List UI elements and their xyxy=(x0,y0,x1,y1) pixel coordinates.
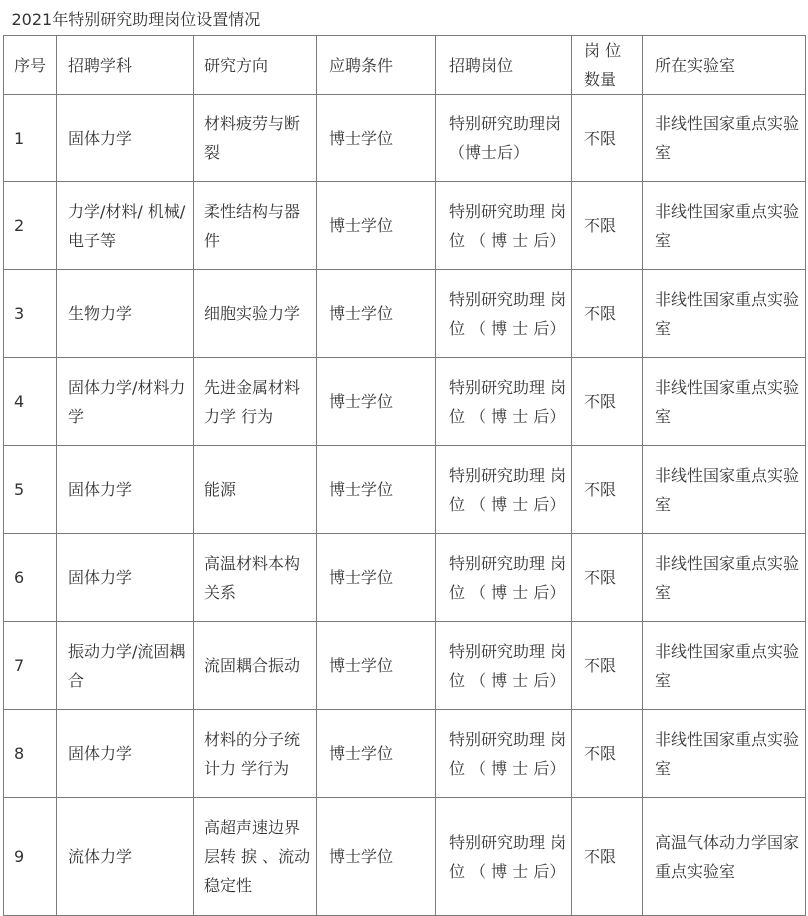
cell-lab: 非线性国家重点实验室 xyxy=(643,534,806,622)
cell-no: 4 xyxy=(4,358,57,446)
cell-count: 不限 xyxy=(572,798,643,916)
table-row xyxy=(4,358,806,446)
cell-subject: 固体力学 xyxy=(57,446,194,534)
cell-count: 不限 xyxy=(572,710,643,798)
header-lab: 所在实验室 xyxy=(643,36,806,95)
header-direction: 研究方向 xyxy=(194,36,317,95)
cell-lab: 非线性国家重点实验室 xyxy=(643,270,806,358)
cell-direction: 柔性结构与器件 xyxy=(194,182,317,270)
cell-count: 不限 xyxy=(572,95,643,182)
cell-condition: 博士学位 xyxy=(317,358,436,446)
cell-condition: 博士学位 xyxy=(317,446,436,534)
cell-direction: 高温材料本构关系 xyxy=(194,534,317,622)
cell-subject: 生物力学 xyxy=(57,270,194,358)
table-row xyxy=(4,710,806,798)
cell-direction: 材料疲劳与断裂 xyxy=(194,95,317,182)
cell-count: 不限 xyxy=(572,358,643,446)
header-condition: 应聘条件 xyxy=(317,36,436,95)
header-no: 序号 xyxy=(4,36,57,95)
cell-direction: 高超声速边界层转 捩 、流动稳定性 xyxy=(194,798,317,916)
cell-no: 3 xyxy=(4,270,57,358)
table-row xyxy=(4,182,806,270)
cell-condition: 博士学位 xyxy=(317,622,436,710)
cell-count: 不限 xyxy=(572,622,643,710)
cell-subject: 固体力学 xyxy=(57,710,194,798)
cell-subject: 振动力学/流固耦 合 xyxy=(57,622,194,710)
header-subject: 招聘学科 xyxy=(57,36,194,95)
header-row xyxy=(4,36,806,95)
cell-lab: 非线性国家重点实验室 xyxy=(643,446,806,534)
cell-lab: 非线性国家重点实验室 xyxy=(643,95,806,182)
table-row xyxy=(4,95,806,182)
cell-no: 1 xyxy=(4,95,57,182)
header-count: 岗 位 数量 xyxy=(572,36,643,95)
cell-subject: 固体力学/材料力学 xyxy=(57,358,194,446)
cell-lab: 高温气体动力学国家重点实验室 xyxy=(643,798,806,916)
cell-position: 特别研究助理 岗 位 （ 博 士 后） xyxy=(436,446,572,534)
cell-no: 2 xyxy=(4,182,57,270)
cell-lab: 非线性国家重点实验室 xyxy=(643,710,806,798)
table-row xyxy=(4,446,806,534)
table-row xyxy=(4,534,806,622)
cell-no: 5 xyxy=(4,446,57,534)
cell-lab: 非线性国家重点实验室 xyxy=(643,622,806,710)
cell-subject: 固体力学 xyxy=(57,95,194,182)
cell-position: 特别研究助理 岗 位 （ 博 士 后） xyxy=(436,534,572,622)
cell-condition: 博士学位 xyxy=(317,710,436,798)
cell-direction: 先进金属材料力学 行为 xyxy=(194,358,317,446)
cell-position: 特别研究助理 岗 位 （ 博 士 后） xyxy=(436,270,572,358)
header-position: 招聘岗位 xyxy=(436,36,572,95)
table-caption: 2021年特别研究助理岗位设置情况 xyxy=(4,4,806,36)
cell-condition: 博士学位 xyxy=(317,798,436,916)
cell-subject: 固体力学 xyxy=(57,534,194,622)
cell-position: 特别研究助理 岗 位 （ 博 士 后） xyxy=(436,710,572,798)
table-row xyxy=(4,798,806,916)
cell-no: 9 xyxy=(4,798,57,916)
cell-count: 不限 xyxy=(572,182,643,270)
cell-position: 特别研究助理 岗 位 （ 博 士 后） xyxy=(436,358,572,446)
cell-position: 特别研究助理 岗 位 （ 博 士 后） xyxy=(436,182,572,270)
cell-no: 7 xyxy=(4,622,57,710)
cell-condition: 博士学位 xyxy=(317,534,436,622)
cell-position: 特别研究助理 岗 位 （ 博 士 后） xyxy=(436,798,572,916)
cell-condition: 博士学位 xyxy=(317,270,436,358)
cell-condition: 博士学位 xyxy=(317,95,436,182)
cell-position: 特别研究助理 岗 位 （ 博 士 后） xyxy=(436,622,572,710)
cell-subject: 流体力学 xyxy=(57,798,194,916)
cell-direction: 流固耦合振动 xyxy=(194,622,317,710)
cell-no: 8 xyxy=(4,710,57,798)
positions-table xyxy=(3,4,806,916)
cell-condition: 博士学位 xyxy=(317,182,436,270)
cell-direction: 细胞实验力学 xyxy=(194,270,317,358)
cell-position: 特别研究助理岗（博士后） xyxy=(436,95,572,182)
table-row xyxy=(4,270,806,358)
cell-lab: 非线性国家重点实验室 xyxy=(643,358,806,446)
cell-count: 不限 xyxy=(572,446,643,534)
cell-no: 6 xyxy=(4,534,57,622)
cell-subject: 力学/材料/ 机械/电子等 xyxy=(57,182,194,270)
cell-count: 不限 xyxy=(572,270,643,358)
cell-direction: 材料的分子统计力 学行为 xyxy=(194,710,317,798)
cell-lab: 非线性国家重点实验室 xyxy=(643,182,806,270)
cell-count: 不限 xyxy=(572,534,643,622)
table-row xyxy=(4,622,806,710)
cell-direction: 能源 xyxy=(194,446,317,534)
